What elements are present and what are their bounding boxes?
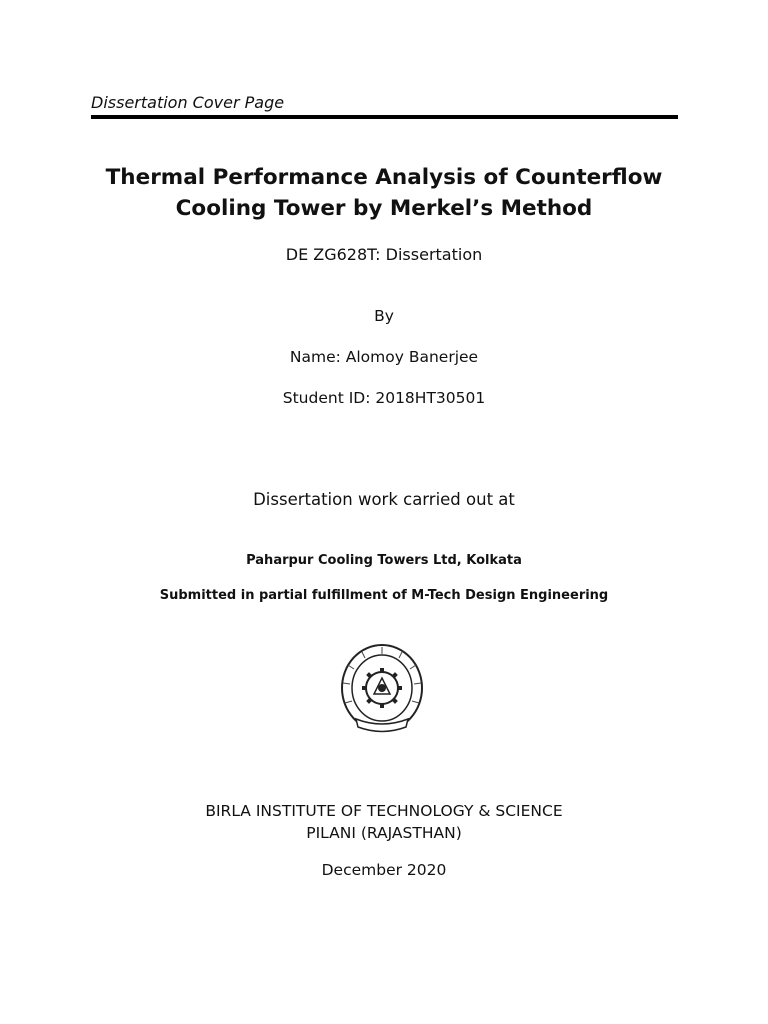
submission-statement: Submitted in partial fulfillment of M-Tech Design Engineering — [159, 588, 609, 603]
course-code: DE ZG628T: Dissertation — [285, 245, 483, 264]
page-header — [91, 92, 678, 114]
title-line-2: Cooling Tower by Merkel’s Method — [175, 196, 593, 221]
title-line-1: Thermal Performance Analysis of Counterflow — [105, 165, 663, 190]
institution-name — [0, 800, 768, 844]
submission-date: December 2020 — [321, 861, 447, 879]
student-id: Student ID: 2018HT30501 — [282, 389, 486, 407]
header-label: Dissertation Cover Page — [91, 93, 285, 112]
header-rule — [91, 115, 678, 119]
student-name: Name: Alomoy Banerjee — [289, 348, 479, 366]
dissertation-title — [0, 162, 768, 224]
company-name: Paharpur Cooling Towers Ltd, Kolkata — [246, 553, 522, 568]
bits-emblem-icon — [334, 641, 430, 739]
by-label: By — [374, 307, 394, 325]
institution-line-1: BIRLA INSTITUTE OF TECHNOLOGY & SCIENCE — [205, 802, 563, 820]
institution-line-2: PILANI (RAJASTHAN) — [306, 824, 462, 842]
carried-out-label: Dissertation work carried out at — [253, 490, 515, 509]
